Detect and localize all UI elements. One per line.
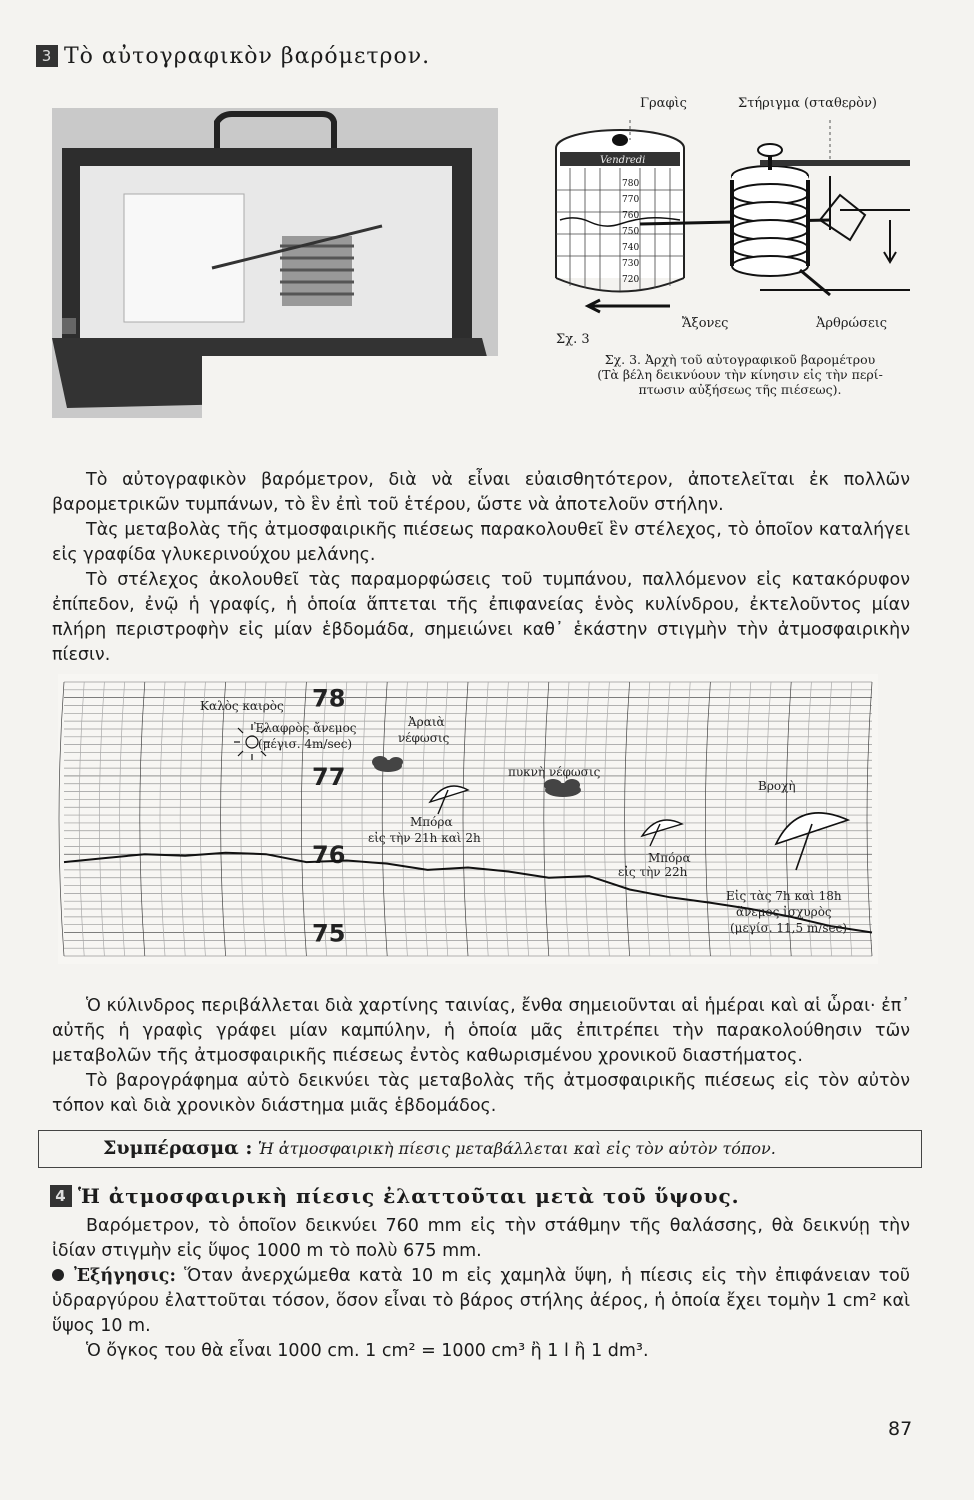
- text-block-2: [52, 994, 910, 1119]
- annotation-vroxi: Βροχὴ: [758, 779, 796, 793]
- section-3-heading: [36, 44, 430, 69]
- y-tick-label: 78: [312, 684, 346, 713]
- caption-line-2: (Τὰ βέλη δεικνύουν τὴν κίνησιν εἰς τὴν περί-: [597, 367, 883, 382]
- paragraph-5: Τὸ βαρογράφημα αὐτὸ δεικνύει τὰς μεταβολὰς τῆς ἀτμοσφαιρικῆς πιέσεως εἰς τὸν αὐτὸν τόπον καὶ διὰ χρονικὸν διάστημα μιᾶς ἑβδομάδος.: [52, 1071, 910, 1116]
- scale-750: 750: [622, 227, 640, 237]
- annotation-pykni: πυκνὴ νέφωσις: [508, 765, 601, 779]
- drum-day-label: Vendredi: [600, 155, 646, 166]
- annotation-eis-3: (μεγίσ. 11,5 m/sec): [730, 921, 848, 935]
- annotation-eis-1: Εἰς τὰς 7h καὶ 18h: [726, 889, 842, 903]
- label-axones: Ἄξονες: [682, 316, 729, 331]
- caption-line-3: πτωσιν αὐξήσεως τῆς πιέσεως).: [638, 382, 842, 397]
- annotation-elafros-1: Ἐλαφρὸς ἄνεμος: [254, 721, 357, 735]
- scale-720: 720: [622, 275, 640, 285]
- annotation-eis-2: ἄνεμος ἰσχυρὸς: [736, 905, 832, 919]
- section-4-title: Ἡ ἀτμοσφαιρικὴ πίεσις ἐλαττοῦται μετὰ τοῦ ὕψους.: [78, 1184, 740, 1208]
- figure-3-diagram: [530, 90, 930, 410]
- bullet-dot-icon: [52, 1269, 64, 1281]
- page-number: 87: [888, 1418, 913, 1440]
- text-block-1: [52, 468, 910, 668]
- label-arthroseis: Ἀρθρώσεις: [816, 316, 888, 331]
- paragraph-3: Τὸ στέλεχος ἀκολουθεῖ τὰς παραμορφώσεις τοῦ τυμπάνου, παλλόμενον εἰς κατακόρυφον ἐπίπεδον, ἐνῷ ἡ γραφίς, ἡ ὁποία ἅπτεται τῆς ἐπιφανείας ἑνὸς κυλίνδρου, ἐκτελοῦντος μίαν πλήρη περιστροφὴν εἰς μίαν ἑβδομάδα, σημειώνει καθ᾽ ἑκάστην στιγμὴν τὴν ἀτμοσφαιρικὴν πίεσιν.: [52, 570, 910, 665]
- annotation-araia-2: νέφωσις: [398, 731, 450, 745]
- barogram-chart: [58, 674, 878, 964]
- annotation-mpora-2b: εἰς τὴν 22h: [618, 865, 688, 879]
- annotation-mpora-1a: Μπόρα: [410, 815, 453, 829]
- annotation-elafros-2: (μέγισ. 4m/sec): [258, 737, 353, 751]
- paragraph-6: Βαρόμετρον, τὸ ὁποῖον δεικνύει 760 mm εἰς τὴν στάθμην τῆς θαλάσσης, θὰ δεικνύῃ τὴν ἰδίαν στιγμὴν εἰς ὕψος 1000 m τὸ πολὺ 675 mm.: [52, 1216, 910, 1261]
- annotation-mpora-2a: Μπόρα: [648, 851, 691, 865]
- paragraph-1: Τὸ αὐτογραφικὸν βαρόμετρον, διὰ νὰ εἶναι εὐαισθητότερον, ἀποτελεῖται ἐκ πολλῶν βαρομετρικῶν τυμπάνων, τὸ ἓν ἐπὶ τοῦ ἑτέρου, ὥστε νὰ ἀποτελοῦν στήλην.: [52, 470, 910, 515]
- paragraph-2: Τὰς μεταβολὰς τῆς ἀτμοσφαιρικῆς πιέσεως παρακολουθεῖ ἓν στέλεχος, τὸ ὁποῖον καταλήγει εἰς γραφίδα γλυκερινούχου μελάνης.: [52, 520, 910, 565]
- caption-line-1: Σχ. 3. Ἀρχὴ τοῦ αὐτογραφικοῦ βαρομέτρου: [604, 352, 876, 367]
- conclusion-box: [38, 1130, 922, 1168]
- section-number-badge-4: 4: [50, 1185, 72, 1207]
- label-stirigma: Στήριγμα (σταθερὸν): [738, 96, 877, 111]
- scale-760: 760: [622, 211, 640, 221]
- annotation-kalos: Καλὸς καιρὸς: [200, 699, 284, 713]
- y-tick-label: 77: [312, 762, 346, 791]
- scale-770: 770: [622, 195, 640, 205]
- scale-780: 780: [622, 179, 640, 189]
- scale-740: 740: [622, 243, 640, 253]
- explanation-text: Ὅταν ἀνερχώμεθα κατὰ 10 m εἰς χαμηλὰ ὕψη, ἡ πίεσις εἰς τὴν ἐπιφάνειαν τοῦ ὑδραργύρου ἐλαττοῦται τόσον, ὅσον εἶναι τὸ βάρος στήλης ἀέρος, ἡ ὁποία ἔχει τομὴν 1 cm² καὶ ὕψος 10 m.: [52, 1266, 910, 1336]
- barograph-photo: [52, 108, 498, 418]
- conclusion-label: Συμπέρασμα :: [103, 1137, 253, 1159]
- y-tick-label: 76: [312, 841, 346, 870]
- label-grafis: Γραφὶς: [640, 96, 687, 111]
- scale-730: 730: [622, 259, 640, 269]
- section-number-badge: 3: [36, 45, 58, 67]
- conclusion-text: Ἡ ἀτμοσφαιρικὴ πίεσις μεταβάλλεται καὶ εἰς τὸν αὐτὸν τόπον.: [257, 1139, 776, 1158]
- annotation-mpora-1b: εἰς τὴν 21h καὶ 2h: [368, 831, 481, 845]
- paragraph-volume: Ὁ ὄγκος του θὰ εἶναι 1000 cm. 1 cm² = 1000 cm³ ἢ 1 l ἢ 1 dm³.: [86, 1341, 649, 1361]
- figure-number: Σχ. 3: [556, 332, 590, 347]
- text-block-3: [52, 1214, 910, 1364]
- y-tick-label: 75: [312, 919, 346, 948]
- section-4-heading: [50, 1184, 740, 1208]
- explanation-label: Ἐξήγησις:: [74, 1266, 176, 1286]
- annotation-araia-1: Ἀραιὰ: [408, 715, 445, 729]
- figure-caption: [560, 352, 920, 397]
- section-title: Τὸ αὐτογραφικὸν βαρόμετρον.: [64, 44, 431, 69]
- paragraph-4: Ὁ κύλινδρος περιβάλλεται διὰ χαρτίνης ταινίας, ἔνθα σημειοῦνται αἱ ἡμέραι καὶ αἱ ὧραι· ἐπ᾽ αὐτῆς ἡ γραφὶς γράφει μίαν καμπύλην, ἡ ὁποία μᾶς ἐπιτρέπει τὴν παρακολούθησιν τῶν μεταβολῶν τῆς ἀτμοσφαιρικῆς πιέσεως ἐντὸς καθωρισμένου χρονικοῦ διαστήματος.: [52, 996, 910, 1066]
- paragraph-explanation: [52, 1264, 910, 1339]
